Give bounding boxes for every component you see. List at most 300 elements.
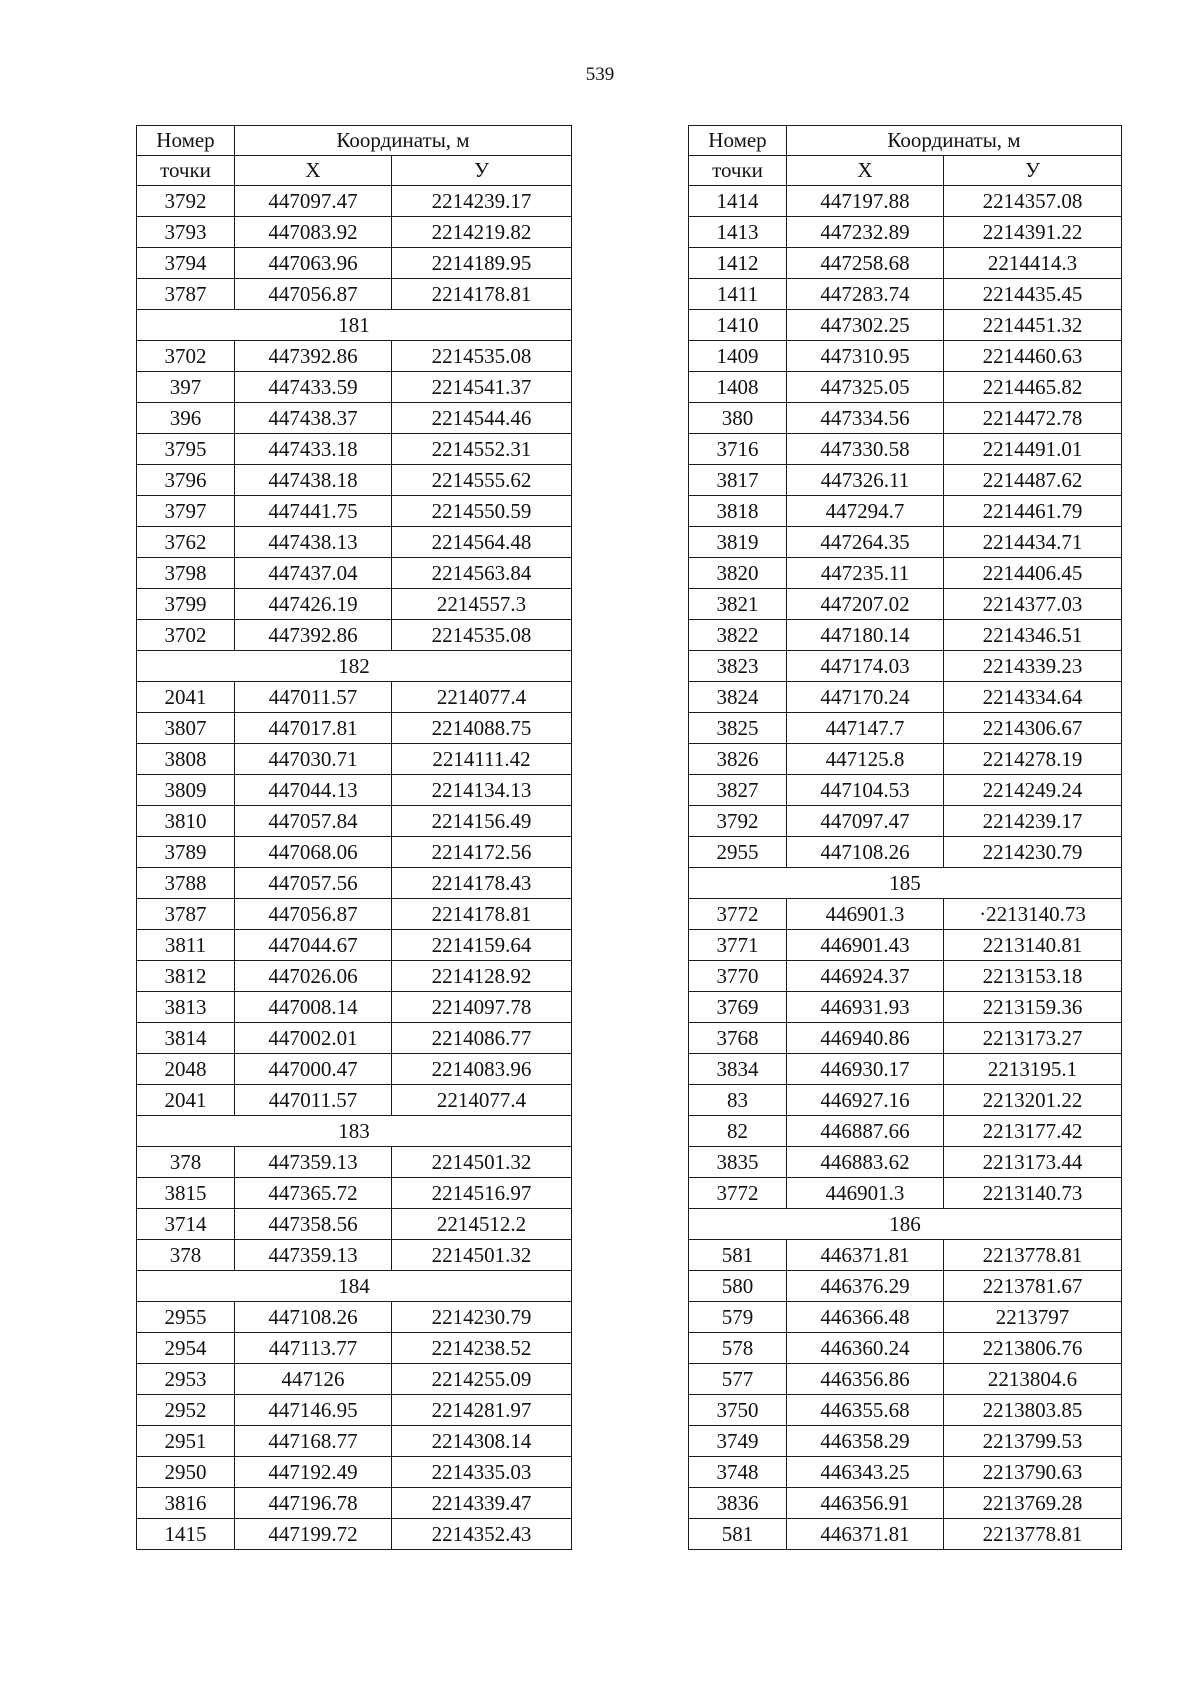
table-row — [689, 527, 1122, 558]
table-row — [689, 992, 1122, 1023]
x-coordinate-cell: 446901.3 — [787, 1178, 944, 1209]
y-coordinate-cell: 2214172.56 — [392, 837, 572, 868]
x-coordinate-cell: 447365.72 — [235, 1178, 392, 1209]
x-coordinate-cell: 446356.91 — [787, 1488, 944, 1519]
x-coordinate-cell: 446371.81 — [787, 1240, 944, 1271]
y-coordinate-cell: 2214230.79 — [944, 837, 1122, 868]
y-coordinate-cell: 2214555.62 — [392, 465, 572, 496]
table-row — [689, 1333, 1122, 1364]
point-number-cell: 3812 — [137, 961, 235, 992]
x-coordinate-cell: 446376.29 — [787, 1271, 944, 1302]
point-number-cell: 3835 — [689, 1147, 787, 1178]
x-coordinate-cell: 447334.56 — [787, 403, 944, 434]
point-number-cell: 3702 — [137, 341, 235, 372]
table-row — [137, 1395, 572, 1426]
table-row — [689, 217, 1122, 248]
y-coordinate-cell: 2213173.27 — [944, 1023, 1122, 1054]
table-row — [689, 1457, 1122, 1488]
y-coordinate-cell: 2214563.84 — [392, 558, 572, 589]
y-coordinate-cell: 2214564.48 — [392, 527, 572, 558]
y-coordinate-cell: 2214077.4 — [392, 1085, 572, 1116]
point-number-cell: 83 — [689, 1085, 787, 1116]
point-number-cell: 1408 — [689, 372, 787, 403]
y-coordinate-cell: 2214544.46 — [392, 403, 572, 434]
point-number-cell: 3748 — [689, 1457, 787, 1488]
x-coordinate-cell: 446927.16 — [787, 1085, 944, 1116]
point-number-cell: 397 — [137, 372, 235, 403]
x-coordinate-cell: 447438.37 — [235, 403, 392, 434]
table-row — [137, 744, 572, 775]
y-header: У — [944, 156, 1122, 186]
y-coordinate-cell: 2214501.32 — [392, 1147, 572, 1178]
table-row — [137, 589, 572, 620]
x-coordinate-cell: 447008.14 — [235, 992, 392, 1023]
y-coordinate-cell: 2214083.96 — [392, 1054, 572, 1085]
x-coordinate-cell: 447147.7 — [787, 713, 944, 744]
x-coordinate-cell: 447392.86 — [235, 620, 392, 651]
table-row — [137, 217, 572, 248]
y-coordinate-cell: 2214414.3 — [944, 248, 1122, 279]
point-number-cell: 3818 — [689, 496, 787, 527]
table-row — [689, 1395, 1122, 1426]
x-coordinate-cell: 447113.77 — [235, 1333, 392, 1364]
table-row — [137, 434, 572, 465]
group-number-cell: 184 — [137, 1271, 572, 1302]
x-coordinate-cell: 447433.59 — [235, 372, 392, 403]
point-number-cell: 2952 — [137, 1395, 235, 1426]
page-number: 539 — [585, 64, 615, 85]
y-coordinate-cell: 2214086.77 — [392, 1023, 572, 1054]
point-number-cell: 3811 — [137, 930, 235, 961]
table-row — [137, 527, 572, 558]
point-number-cell: 580 — [689, 1271, 787, 1302]
y-coordinate-cell: 2214239.17 — [392, 186, 572, 217]
table-row — [137, 682, 572, 713]
x-coordinate-cell: 446883.62 — [787, 1147, 944, 1178]
x-coordinate-cell: 447302.25 — [787, 310, 944, 341]
point-number-cell: 3808 — [137, 744, 235, 775]
table-row — [137, 372, 572, 403]
y-coordinate-cell: 2213797 — [944, 1302, 1122, 1333]
y-coordinate-cell: 2214219.82 — [392, 217, 572, 248]
y-coordinate-cell: 2214308.14 — [392, 1426, 572, 1457]
x-coordinate-cell: 446930.17 — [787, 1054, 944, 1085]
x-coordinate-cell: 447359.13 — [235, 1240, 392, 1271]
point-number-cell: 3792 — [689, 806, 787, 837]
x-coordinate-cell: 447437.04 — [235, 558, 392, 589]
y-coordinate-cell: 2214128.92 — [392, 961, 572, 992]
y-coordinate-cell: 2214541.37 — [392, 372, 572, 403]
y-coordinate-cell: 2214255.09 — [392, 1364, 572, 1395]
table-row — [137, 403, 572, 434]
point-number-cell: 3794 — [137, 248, 235, 279]
x-coordinate-cell: 447232.89 — [787, 217, 944, 248]
x-coordinate-cell: 447002.01 — [235, 1023, 392, 1054]
point-number-cell: 578 — [689, 1333, 787, 1364]
x-coordinate-cell: 447180.14 — [787, 620, 944, 651]
x-coordinate-cell: 447011.57 — [235, 682, 392, 713]
point-number-cell: 3714 — [137, 1209, 235, 1240]
group-number-cell: 185 — [689, 868, 1122, 899]
table-row — [689, 248, 1122, 279]
group-row — [689, 868, 1122, 899]
x-coordinate-cell: 447326.11 — [787, 465, 944, 496]
x-coordinate-cell: 447068.06 — [235, 837, 392, 868]
y-coordinate-cell: 2214097.78 — [392, 992, 572, 1023]
point-number-cell: 1413 — [689, 217, 787, 248]
table-row — [689, 372, 1122, 403]
point-number-cell: 3768 — [689, 1023, 787, 1054]
table-row — [689, 310, 1122, 341]
y-coordinate-cell: 2214461.79 — [944, 496, 1122, 527]
point-number-cell: 3793 — [137, 217, 235, 248]
table-row — [689, 1054, 1122, 1085]
x-coordinate-cell: 447097.47 — [235, 186, 392, 217]
point-number-cell: 3787 — [137, 279, 235, 310]
y-coordinate-cell: 2214406.45 — [944, 558, 1122, 589]
table-row — [689, 620, 1122, 651]
table-row — [137, 465, 572, 496]
point-number-cell: 3799 — [137, 589, 235, 620]
y-coordinate-cell: 2214189.95 — [392, 248, 572, 279]
point-number-cell: 2953 — [137, 1364, 235, 1395]
point-number-cell: 3702 — [137, 620, 235, 651]
y-coordinate-cell: 2214346.51 — [944, 620, 1122, 651]
table-row — [689, 1519, 1122, 1550]
x-coordinate-cell: 447235.11 — [787, 558, 944, 589]
y-coordinate-cell: 2214339.47 — [392, 1488, 572, 1519]
table-row — [137, 899, 572, 930]
point-number-cell: 3795 — [137, 434, 235, 465]
group-number-cell: 183 — [137, 1116, 572, 1147]
y-coordinate-cell: 2214516.97 — [392, 1178, 572, 1209]
point-number-cell: 579 — [689, 1302, 787, 1333]
y-coordinate-cell: 2213159.36 — [944, 992, 1122, 1023]
point-number-cell: 378 — [137, 1147, 235, 1178]
y-coordinate-cell: ·2213140.73 — [944, 899, 1122, 930]
y-coordinate-cell: 2214281.97 — [392, 1395, 572, 1426]
table-row — [137, 868, 572, 899]
table-row — [689, 1147, 1122, 1178]
table-row — [689, 1364, 1122, 1395]
point-number-header: Номер — [137, 126, 235, 156]
y-coordinate-cell: 2213781.67 — [944, 1271, 1122, 1302]
x-coordinate-cell: 446360.24 — [787, 1333, 944, 1364]
y-coordinate-cell: 2214552.31 — [392, 434, 572, 465]
x-coordinate-cell: 447192.49 — [235, 1457, 392, 1488]
point-number-cell: 581 — [689, 1240, 787, 1271]
coordinates-header: Координаты, м — [235, 126, 572, 156]
point-number-cell: 2950 — [137, 1457, 235, 1488]
x-coordinate-cell: 447358.56 — [235, 1209, 392, 1240]
x-coordinate-cell: 447030.71 — [235, 744, 392, 775]
table-row — [137, 1240, 572, 1271]
point-number-cell: 3827 — [689, 775, 787, 806]
point-number-header: Номер — [689, 126, 787, 156]
y-coordinate-cell: 2213778.81 — [944, 1519, 1122, 1550]
table-row — [137, 341, 572, 372]
point-number-cell: 3826 — [689, 744, 787, 775]
y-coordinate-cell: 2213803.85 — [944, 1395, 1122, 1426]
table-row — [137, 1426, 572, 1457]
point-number-cell: 3797 — [137, 496, 235, 527]
x-coordinate-cell: 446343.25 — [787, 1457, 944, 1488]
coordinates-table-left — [136, 125, 572, 1550]
x-coordinate-cell: 447126 — [235, 1364, 392, 1395]
table-row — [137, 1488, 572, 1519]
point-number-cell: 577 — [689, 1364, 787, 1395]
y-coordinate-cell: 2214434.71 — [944, 527, 1122, 558]
x-coordinate-cell: 447264.35 — [787, 527, 944, 558]
point-number-cell: 1415 — [137, 1519, 235, 1550]
y-coordinate-cell: 2214278.19 — [944, 744, 1122, 775]
point-number-cell: 1411 — [689, 279, 787, 310]
point-number-cell: 1412 — [689, 248, 787, 279]
table-row — [137, 837, 572, 868]
table-row — [137, 775, 572, 806]
x-coordinate-cell: 447056.87 — [235, 279, 392, 310]
y-coordinate-cell: 2213806.76 — [944, 1333, 1122, 1364]
table-row — [137, 1302, 572, 1333]
x-coordinate-cell: 447108.26 — [235, 1302, 392, 1333]
table-row — [689, 806, 1122, 837]
x-header: Х — [235, 156, 392, 186]
table-row — [137, 279, 572, 310]
coordinates-table-right — [688, 125, 1122, 1550]
y-coordinate-cell: 2213790.63 — [944, 1457, 1122, 1488]
table-row — [137, 1085, 572, 1116]
y-coordinate-cell: 2214178.43 — [392, 868, 572, 899]
y-coordinate-cell: 2214501.32 — [392, 1240, 572, 1271]
point-number-cell: 3769 — [689, 992, 787, 1023]
x-coordinate-cell: 447325.05 — [787, 372, 944, 403]
x-coordinate-cell: 447199.72 — [235, 1519, 392, 1550]
table-row — [137, 1364, 572, 1395]
table-row — [689, 589, 1122, 620]
point-number-cell: 3772 — [689, 899, 787, 930]
x-coordinate-cell: 447044.67 — [235, 930, 392, 961]
point-number-header-2: точки — [689, 156, 787, 186]
table-row — [689, 713, 1122, 744]
point-number-cell: 3823 — [689, 651, 787, 682]
x-coordinate-cell: 446901.3 — [787, 899, 944, 930]
group-row — [689, 1209, 1122, 1240]
y-coordinate-cell: 2214339.23 — [944, 651, 1122, 682]
table-row — [689, 341, 1122, 372]
table-row — [689, 1240, 1122, 1271]
table-row — [689, 744, 1122, 775]
x-coordinate-cell: 447026.06 — [235, 961, 392, 992]
x-coordinate-cell: 447426.19 — [235, 589, 392, 620]
point-number-cell: 3814 — [137, 1023, 235, 1054]
table-row — [689, 930, 1122, 961]
point-number-cell: 3792 — [137, 186, 235, 217]
y-coordinate-cell: 2213140.81 — [944, 930, 1122, 961]
table-row — [689, 1271, 1122, 1302]
x-coordinate-cell: 446901.43 — [787, 930, 944, 961]
point-number-cell: 2955 — [137, 1302, 235, 1333]
point-number-cell: 3822 — [689, 620, 787, 651]
table-row — [689, 403, 1122, 434]
x-coordinate-cell: 446366.48 — [787, 1302, 944, 1333]
y-coordinate-cell: 2214239.17 — [944, 806, 1122, 837]
point-number-cell: 3716 — [689, 434, 787, 465]
table-row — [137, 620, 572, 651]
y-coordinate-cell: 2214535.08 — [392, 620, 572, 651]
table-row — [689, 1178, 1122, 1209]
x-coordinate-cell: 447174.03 — [787, 651, 944, 682]
x-coordinate-cell: 447310.95 — [787, 341, 944, 372]
point-number-cell: 3810 — [137, 806, 235, 837]
point-number-cell: 1409 — [689, 341, 787, 372]
group-row — [137, 1271, 572, 1302]
x-coordinate-cell: 447196.78 — [235, 1488, 392, 1519]
y-coordinate-cell: 2213778.81 — [944, 1240, 1122, 1271]
point-number-cell: 3798 — [137, 558, 235, 589]
table-row — [137, 1209, 572, 1240]
point-number-cell: 3762 — [137, 527, 235, 558]
table-body — [137, 186, 572, 1550]
group-number-cell: 181 — [137, 310, 572, 341]
x-coordinate-cell: 446355.68 — [787, 1395, 944, 1426]
point-number-cell: 2951 — [137, 1426, 235, 1457]
table-row — [137, 1333, 572, 1364]
x-coordinate-cell: 446931.93 — [787, 992, 944, 1023]
x-coordinate-cell: 447438.13 — [235, 527, 392, 558]
x-coordinate-cell: 447057.56 — [235, 868, 392, 899]
x-coordinate-cell: 446358.29 — [787, 1426, 944, 1457]
y-coordinate-cell: 2214550.59 — [392, 496, 572, 527]
point-number-cell: 3821 — [689, 589, 787, 620]
y-coordinate-cell: 2213799.53 — [944, 1426, 1122, 1457]
x-coordinate-cell: 447125.8 — [787, 744, 944, 775]
y-coordinate-cell: 2214352.43 — [392, 1519, 572, 1550]
x-coordinate-cell: 447083.92 — [235, 217, 392, 248]
table-row — [689, 682, 1122, 713]
point-number-cell: 3749 — [689, 1426, 787, 1457]
table-row — [137, 186, 572, 217]
group-number-cell: 186 — [689, 1209, 1122, 1240]
table-row — [137, 1054, 572, 1085]
point-number-cell: 3824 — [689, 682, 787, 713]
table-row — [689, 1488, 1122, 1519]
y-coordinate-cell: 2214077.4 — [392, 682, 572, 713]
table-row — [137, 713, 572, 744]
y-coordinate-cell: 2214156.49 — [392, 806, 572, 837]
table-row — [689, 1116, 1122, 1147]
y-coordinate-cell: 2214230.79 — [392, 1302, 572, 1333]
point-number-cell: 380 — [689, 403, 787, 434]
x-coordinate-cell: 447011.57 — [235, 1085, 392, 1116]
table-row — [137, 1178, 572, 1209]
point-number-cell: 3772 — [689, 1178, 787, 1209]
table-row — [689, 465, 1122, 496]
x-coordinate-cell: 447108.26 — [787, 837, 944, 868]
point-number-cell: 1414 — [689, 186, 787, 217]
table-row — [137, 1519, 572, 1550]
point-number-cell: 3789 — [137, 837, 235, 868]
group-row — [137, 651, 572, 682]
table-row — [137, 1147, 572, 1178]
y-coordinate-cell: 2214535.08 — [392, 341, 572, 372]
table-row — [689, 186, 1122, 217]
point-number-header-2: точки — [137, 156, 235, 186]
table-row — [689, 775, 1122, 806]
group-row — [137, 1116, 572, 1147]
point-number-cell: 3813 — [137, 992, 235, 1023]
x-coordinate-cell: 447359.13 — [235, 1147, 392, 1178]
point-number-cell: 2041 — [137, 1085, 235, 1116]
table-row — [137, 248, 572, 279]
x-coordinate-cell: 447000.47 — [235, 1054, 392, 1085]
point-number-cell: 3836 — [689, 1488, 787, 1519]
table-row — [689, 899, 1122, 930]
point-number-cell: 2955 — [689, 837, 787, 868]
y-coordinate-cell: 2213153.18 — [944, 961, 1122, 992]
table-row — [137, 961, 572, 992]
x-coordinate-cell: 446356.86 — [787, 1364, 944, 1395]
point-number-cell: 3817 — [689, 465, 787, 496]
point-number-cell: 2954 — [137, 1333, 235, 1364]
point-number-cell: 3809 — [137, 775, 235, 806]
x-coordinate-cell: 447207.02 — [787, 589, 944, 620]
y-coordinate-cell: 2213201.22 — [944, 1085, 1122, 1116]
table-row — [689, 1302, 1122, 1333]
point-number-cell: 3834 — [689, 1054, 787, 1085]
y-coordinate-cell: 2213140.73 — [944, 1178, 1122, 1209]
table-row — [137, 1457, 572, 1488]
x-coordinate-cell: 447258.68 — [787, 248, 944, 279]
point-number-cell: 378 — [137, 1240, 235, 1271]
y-coordinate-cell: 2214491.01 — [944, 434, 1122, 465]
x-coordinate-cell: 446371.81 — [787, 1519, 944, 1550]
table-row — [137, 496, 572, 527]
x-header: Х — [787, 156, 944, 186]
x-coordinate-cell: 447044.13 — [235, 775, 392, 806]
point-number-cell: 3787 — [137, 899, 235, 930]
group-row — [137, 310, 572, 341]
table-row — [689, 961, 1122, 992]
x-coordinate-cell: 446940.86 — [787, 1023, 944, 1054]
y-coordinate-cell: 2214435.45 — [944, 279, 1122, 310]
y-coordinate-cell: 2213177.42 — [944, 1116, 1122, 1147]
x-coordinate-cell: 447168.77 — [235, 1426, 392, 1457]
x-coordinate-cell: 447057.84 — [235, 806, 392, 837]
y-coordinate-cell: 2213769.28 — [944, 1488, 1122, 1519]
table-row — [137, 558, 572, 589]
point-number-cell: 2048 — [137, 1054, 235, 1085]
x-coordinate-cell: 447146.95 — [235, 1395, 392, 1426]
y-coordinate-cell: 2214391.22 — [944, 217, 1122, 248]
y-coordinate-cell: 2214134.13 — [392, 775, 572, 806]
y-coordinate-cell: 2214334.64 — [944, 682, 1122, 713]
point-number-cell: 2041 — [137, 682, 235, 713]
x-coordinate-cell: 447097.47 — [787, 806, 944, 837]
x-coordinate-cell: 446924.37 — [787, 961, 944, 992]
point-number-cell: 3807 — [137, 713, 235, 744]
table-row — [689, 279, 1122, 310]
x-coordinate-cell: 447441.75 — [235, 496, 392, 527]
coordinates-header: Координаты, м — [787, 126, 1122, 156]
y-coordinate-cell: 2213173.44 — [944, 1147, 1122, 1178]
x-coordinate-cell: 447294.7 — [787, 496, 944, 527]
x-coordinate-cell: 446887.66 — [787, 1116, 944, 1147]
point-number-cell: 581 — [689, 1519, 787, 1550]
y-coordinate-cell: 2214088.75 — [392, 713, 572, 744]
y-coordinate-cell: 2214306.67 — [944, 713, 1122, 744]
point-number-cell: 3750 — [689, 1395, 787, 1426]
y-coordinate-cell: 2214238.52 — [392, 1333, 572, 1364]
